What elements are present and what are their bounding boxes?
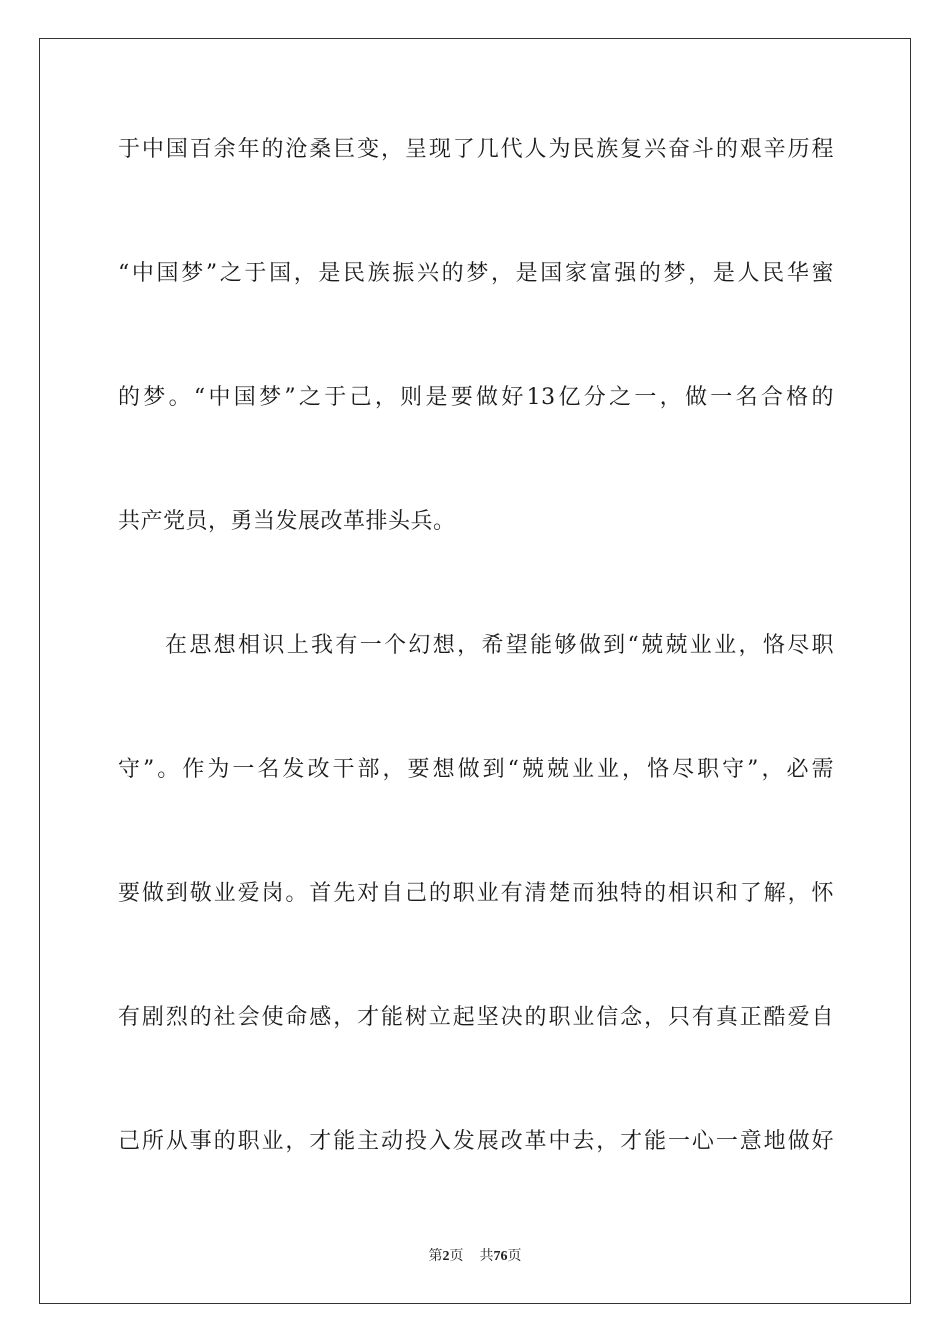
text-line-3: 的梦。“中国梦”之于己，则是要做好13亿分之一，做一名合格的 xyxy=(118,385,834,410)
total-prefix: 共 xyxy=(479,1248,494,1264)
text-line-4: 共产党员，勇当发展改革排头兵。 xyxy=(118,509,456,534)
page-border xyxy=(39,38,911,1304)
text-line-8: 有剧烈的社会使命感，才能树立起坚决的职业信念，只有真正酷爱自 xyxy=(118,1005,834,1030)
total-pages: 76 xyxy=(493,1249,508,1264)
page-number: 2 xyxy=(442,1249,450,1264)
text-line-1: 于中国百余年的沧桑巨变，呈现了几代人为民族复兴奋斗的艰辛历程 xyxy=(118,137,834,162)
page-suffix: 页 xyxy=(449,1248,464,1264)
text-line-7: 要做到敬业爱岗。首先对自己的职业有清楚而独特的相识和了解，怀 xyxy=(118,881,834,906)
text-line-6: 守”。作为一名发改干部，要想做到“兢兢业业，恪尽职守”，必需 xyxy=(118,757,834,782)
text-line-9: 己所从事的职业，才能主动投入发展改革中去，才能一心一意地做好 xyxy=(118,1129,834,1154)
page-footer xyxy=(0,1247,950,1266)
text-line-2: “中国梦”之于国，是民族振兴的梦，是国家富强的梦，是人民华蜜 xyxy=(118,261,834,286)
page-prefix: 第 xyxy=(428,1248,443,1264)
total-suffix: 页 xyxy=(507,1248,522,1264)
text-line-5: 在思想相识上我有一个幻想，希望能够做到“兢兢业业，恪尽职 xyxy=(165,633,834,658)
